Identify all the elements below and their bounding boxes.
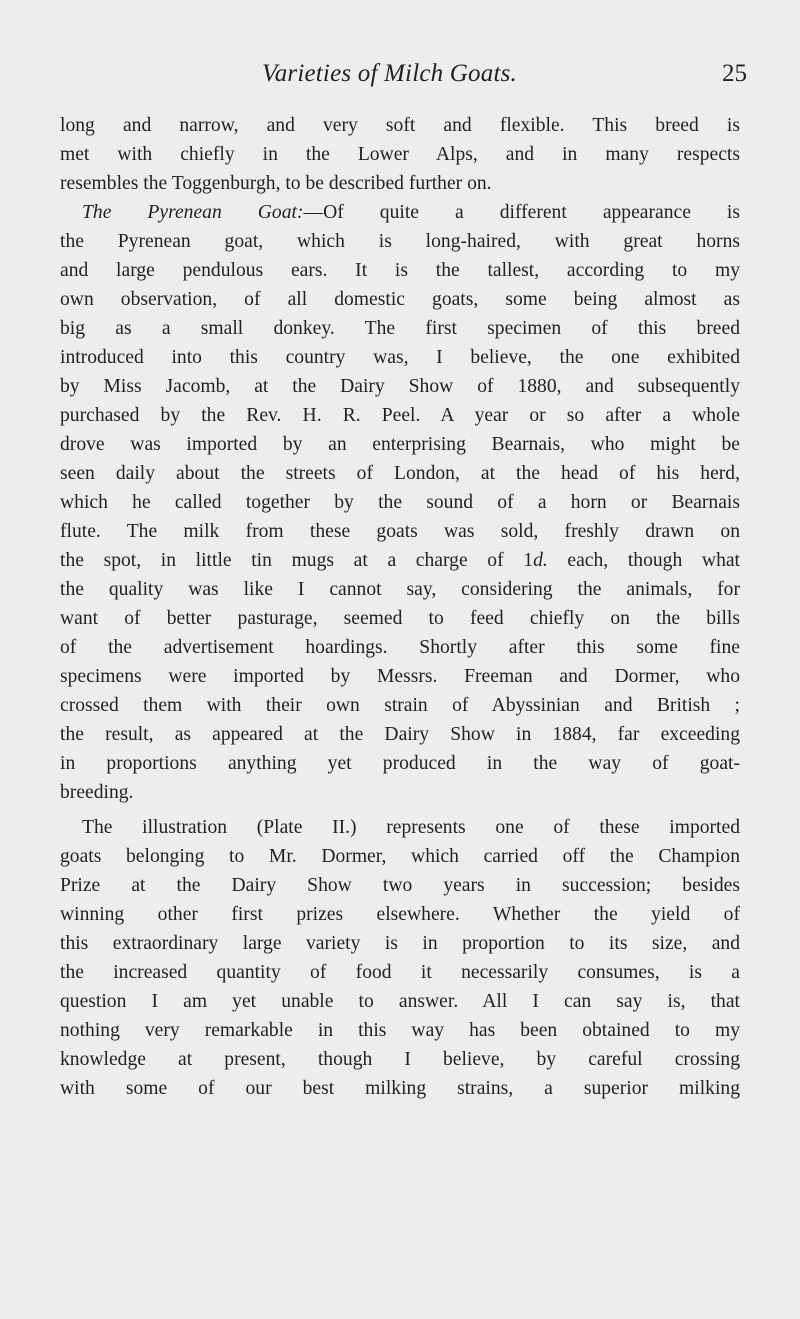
page-number: 25: [722, 60, 747, 87]
text-line: by Miss Jacomb, at the Dairy Show of 1880, and subsequently: [60, 376, 740, 397]
text-line: knowledge at present, though I believe, by careful crossing: [60, 1049, 740, 1070]
text-line: of the advertisement hoardings. Shortly after this some fine: [60, 637, 740, 658]
text-line: question I am yet unable to answer. All I can say is, that: [60, 991, 740, 1012]
text-line: big as a small donkey. The first specimen of this breed: [60, 318, 740, 339]
text-line: purchased by the Rev. H. R. Peel. A year or so after a whole: [60, 405, 740, 426]
text-line: The illustration (Plate II.) represents one of these imported: [82, 817, 740, 838]
running-title: Varieties of Milch Goats.: [262, 60, 517, 87]
text-line: goats belonging to Mr. Dormer, which carried off the Champion: [60, 846, 740, 867]
text-line: want of better pasturage, seemed to feed chiefly on the bills: [60, 608, 740, 629]
text-line: long and narrow, and very soft and flexible. This breed is: [60, 115, 740, 136]
text-line: the increased quantity of food it necessarily consumes, is a: [60, 962, 740, 983]
text-line: breeding.: [60, 782, 134, 803]
body-text: [60, 111, 740, 1103]
text-line: winning other first prizes elsewhere. Whether the yield of: [60, 904, 740, 925]
text-line: own observation, of all domestic goats, some being almost as: [60, 289, 740, 310]
text-line: nothing very remarkable in this way has been obtained to my: [60, 1020, 740, 1041]
text-line: drove was imported by an enterprising Bearnais, who might be: [60, 434, 740, 455]
text-line: the Pyrenean goat, which is long-haired, with great horns: [60, 231, 740, 252]
text-line: the result, as appeared at the Dairy Show in 1884, far exceeding: [60, 724, 740, 745]
text-line: seen daily about the streets of London, at the head of his herd,: [60, 463, 740, 484]
text-line: and large pendulous ears. It is the tallest, according to my: [60, 260, 740, 281]
text-line: this extraordinary large variety is in proportion to its size, and: [60, 933, 740, 954]
text-line: the spot, in little tin mugs at a charge of 1d. each, though what: [60, 550, 741, 571]
text-line: the quality was like I cannot say, considering the animals, for: [60, 579, 740, 600]
text-line: introduced into this country was, I believe, the one exhibited: [60, 347, 740, 368]
text-line: The Pyrenean Goat:—Of quite a different appearance is: [82, 202, 740, 223]
text-line: resembles the Toggenburgh, to be described further on.: [60, 173, 492, 194]
text-line: crossed them with their own strain of Abyssinian and British ;: [60, 695, 740, 716]
text-line: met with chiefly in the Lower Alps, and in many respects: [60, 144, 740, 165]
text-line: Prize at the Dairy Show two years in succession; besides: [60, 875, 740, 896]
text-line: with some of our best milking strains, a superior milking: [60, 1078, 740, 1099]
section-heading: The Pyrenean Goat:: [82, 202, 304, 223]
text-line: in proportions anything yet produced in the way of goat-: [60, 753, 740, 774]
running-head: [0, 60, 800, 90]
text-line: which he called together by the sound of a horn or Bearnais: [60, 492, 740, 513]
text-line: specimens were imported by Messrs. Freeman and Dormer, who: [60, 666, 740, 687]
text-line: flute. The milk from these goats was sold, freshly drawn on: [60, 521, 740, 542]
